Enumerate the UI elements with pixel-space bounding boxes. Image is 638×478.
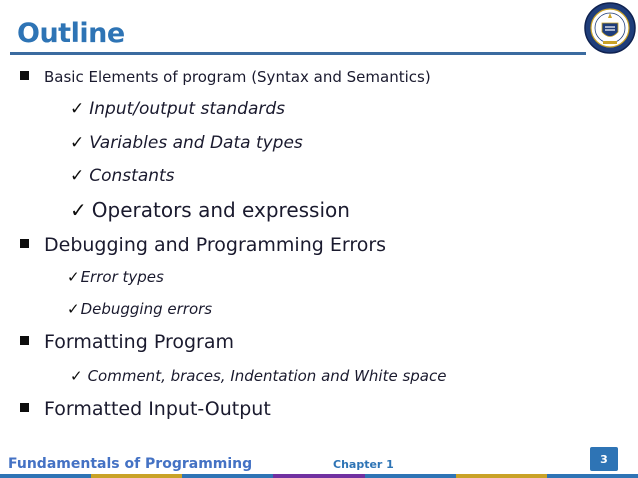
checkmark-icon: ✓ [67, 300, 80, 318]
list-item [20, 68, 431, 86]
square-bullet-icon [20, 71, 29, 80]
item-text: Constants [89, 166, 175, 186]
square-bullet-icon [20, 403, 29, 412]
item-text: Operators and expression [91, 198, 350, 222]
square-bullet-icon [20, 239, 29, 248]
course-title: Fundamentals of Programming [8, 456, 253, 472]
list-item [70, 99, 285, 119]
checkmark-icon: ✓ [70, 99, 85, 119]
item-text: Comment, braces, Indentation and White space [87, 367, 447, 385]
item-text: Error types [80, 268, 164, 286]
checkmark-icon: ✓ [70, 367, 83, 385]
item-text: Debugging errors [80, 300, 213, 318]
list-item [67, 268, 164, 286]
chapter-label: Chapter 1 [333, 458, 394, 471]
footer-stripe [0, 474, 638, 478]
list-item [70, 198, 350, 222]
list-item [67, 300, 212, 318]
list-item [20, 398, 271, 420]
list-item [70, 166, 175, 186]
list-item [20, 331, 234, 353]
slide-title: Outline [17, 18, 125, 49]
university-seal-logo [583, 1, 637, 55]
item-text: Basic Elements of program (Syntax and Semantics) [44, 68, 431, 86]
list-item [20, 234, 386, 256]
item-text: Formatted Input-Output [44, 398, 271, 420]
checkmark-icon: ✓ [67, 268, 80, 286]
list-item [70, 133, 303, 153]
checkmark-icon: ✓ [70, 133, 85, 153]
item-text: Variables and Data types [89, 133, 303, 153]
checkmark-icon: ✓ [70, 166, 85, 186]
title-underline [10, 52, 586, 55]
item-text: Formatting Program [44, 331, 234, 353]
list-item [70, 367, 446, 385]
item-text: Debugging and Programming Errors [44, 234, 387, 256]
checkmark-icon: ✓ [70, 198, 87, 222]
item-text: Input/output standards [89, 99, 286, 119]
square-bullet-icon [20, 336, 29, 345]
page-number-badge: 3 [590, 447, 618, 471]
